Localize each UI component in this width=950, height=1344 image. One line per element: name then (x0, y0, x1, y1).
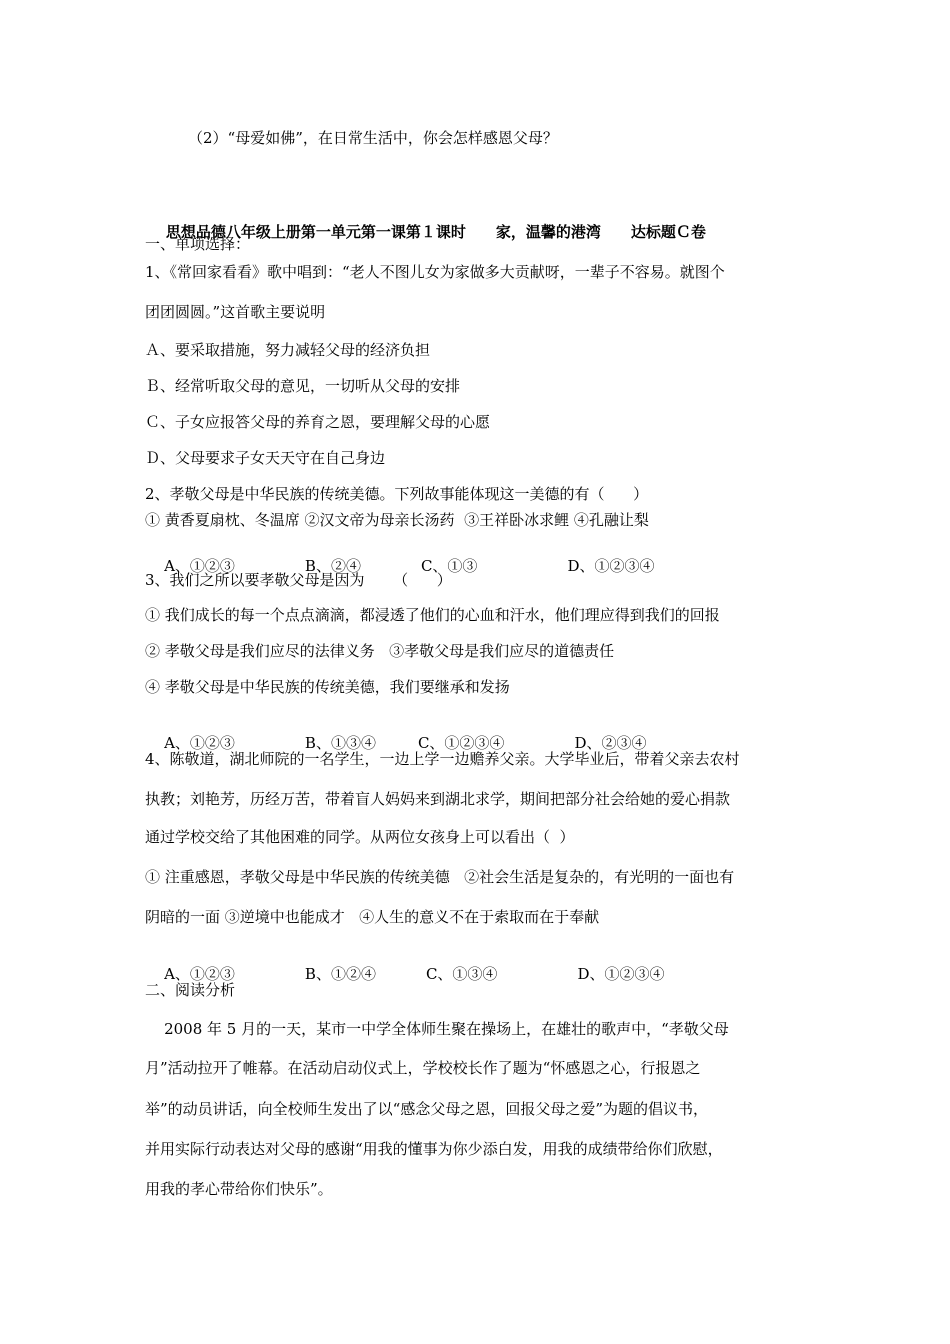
q3-item3: ④ 孝敬父母是中华民族的传统美德，我们要继承和发扬 (145, 678, 510, 696)
q4-line3: 通过学校交给了其他困难的同学。从两位女孩身上可以看出（ ） (145, 828, 575, 846)
q1-option-a: Ａ、要采取措施，努力减轻父母的经济负担 (145, 341, 431, 359)
q1-option-c: Ｃ、子女应报答父母的养育之恩，要理解父母的心愿 (145, 413, 491, 431)
passage-line: 2008 年 5 月的一天，某市一中学全体师生聚在操场上，在雄壮的歌声中，“孝敬父母 (145, 1020, 729, 1038)
title-part1: 思想品德八年级上册第一单元第一课第１课时 (165, 223, 466, 241)
q2-option-c: C、①③ (420, 557, 478, 575)
passage-line: 举”的动员讲话，向全校师生发出了以“感念父母之恩，回报父母之爱”为题的倡议书， (145, 1100, 709, 1118)
q1-stem-line1: 1、《常回家看看》歌中唱到：“老人不图儿女为家做多大贡献呀，一辈子不容易。就图个 (145, 263, 725, 281)
q3-option-a: A、①②③ (164, 734, 235, 752)
q4-option-d: D、①②③④ (577, 965, 665, 983)
title-part2: 家，温馨的港湾 (495, 223, 601, 241)
q2-stem: 2、孝敬父母是中华民族的传统美德。下列故事能体现这一美德的有（ ） (145, 485, 649, 503)
q4-option-a: A、①②③ (164, 965, 235, 983)
section1-heading: 一、单项选择： (145, 235, 251, 253)
q4-item-line2: 阴暗的一面 ③逆境中也能成才 ④人生的意义不在于索取而在于奉献 (145, 908, 600, 926)
passage-line: 并用实际行动表达对父母的感谢“用我的懂事为你少添白发，用我的成绩带给你们欣慰， (145, 1140, 723, 1158)
q1-option-d: Ｄ、父母要求子女天天守在自己身边 (145, 449, 386, 467)
q4-line2: 执教；刘艳芳，历经万苦，带着盲人妈妈来到湖北求学，期间把部分社会给她的爱心捐款 (145, 790, 731, 808)
section2-heading: 二、阅读分析 (145, 981, 236, 999)
q3-option-b: B、①③④ (304, 734, 376, 752)
q4-option-c: C、①③④ (425, 965, 498, 983)
q2-items: ① 黄香夏扇枕、冬温席 ②汉文帝为母亲长汤药 ③王祥卧冰求鲤 ④孔融让梨 (145, 511, 649, 529)
passage-line: 月”活动拉开了帷幕。在活动启动仪式上，学校校长作了题为“怀感恩之心，行报恩之 (145, 1059, 701, 1077)
q4-line1: 4、陈敬道，湖北师院的一名学生，一边上学一边赡养父亲。大学毕业后，带着父亲去农村 (145, 750, 740, 768)
q3-option-c: C、①②③④ (417, 734, 505, 752)
q2-option-a: A、①②③ (164, 557, 235, 575)
top-question: （2）“母爱如佛”，在日常生活中，你会怎样感恩父母？ (188, 129, 558, 147)
passage-line: 用我的孝心带给你们快乐”。 (145, 1180, 333, 1198)
title-part3: 达标题Ｃ卷 (630, 223, 706, 241)
q2-option-d: D、①②③④ (567, 557, 655, 575)
q3-stem: 3、我们之所以要孝敬父母是因为 （ ） (145, 571, 452, 589)
q3-option-d: D、②③④ (574, 734, 647, 752)
q3-item2: ② 孝敬父母是我们应尽的法律义务 ③孝敬父母是我们应尽的道德责任 (145, 642, 615, 660)
q4-option-b: B、①②④ (304, 965, 376, 983)
q3-item1: ① 我们成长的每一个点点滴滴，都浸透了他们的心血和汗水，他们理应得到我们的回报 (145, 606, 720, 624)
q2-option-b: B、②④ (304, 557, 361, 575)
q1-option-b: Ｂ、经常听取父母的意见，一切听从父母的安排 (145, 377, 461, 395)
q1-stem-line2: 团团圆圆。”这首歌主要说明 (145, 303, 326, 321)
q4-item-line1: ① 注重感恩，孝敬父母是中华民族的传统美德 ②社会生活是复杂的，有光明的一面也有 (145, 868, 735, 886)
